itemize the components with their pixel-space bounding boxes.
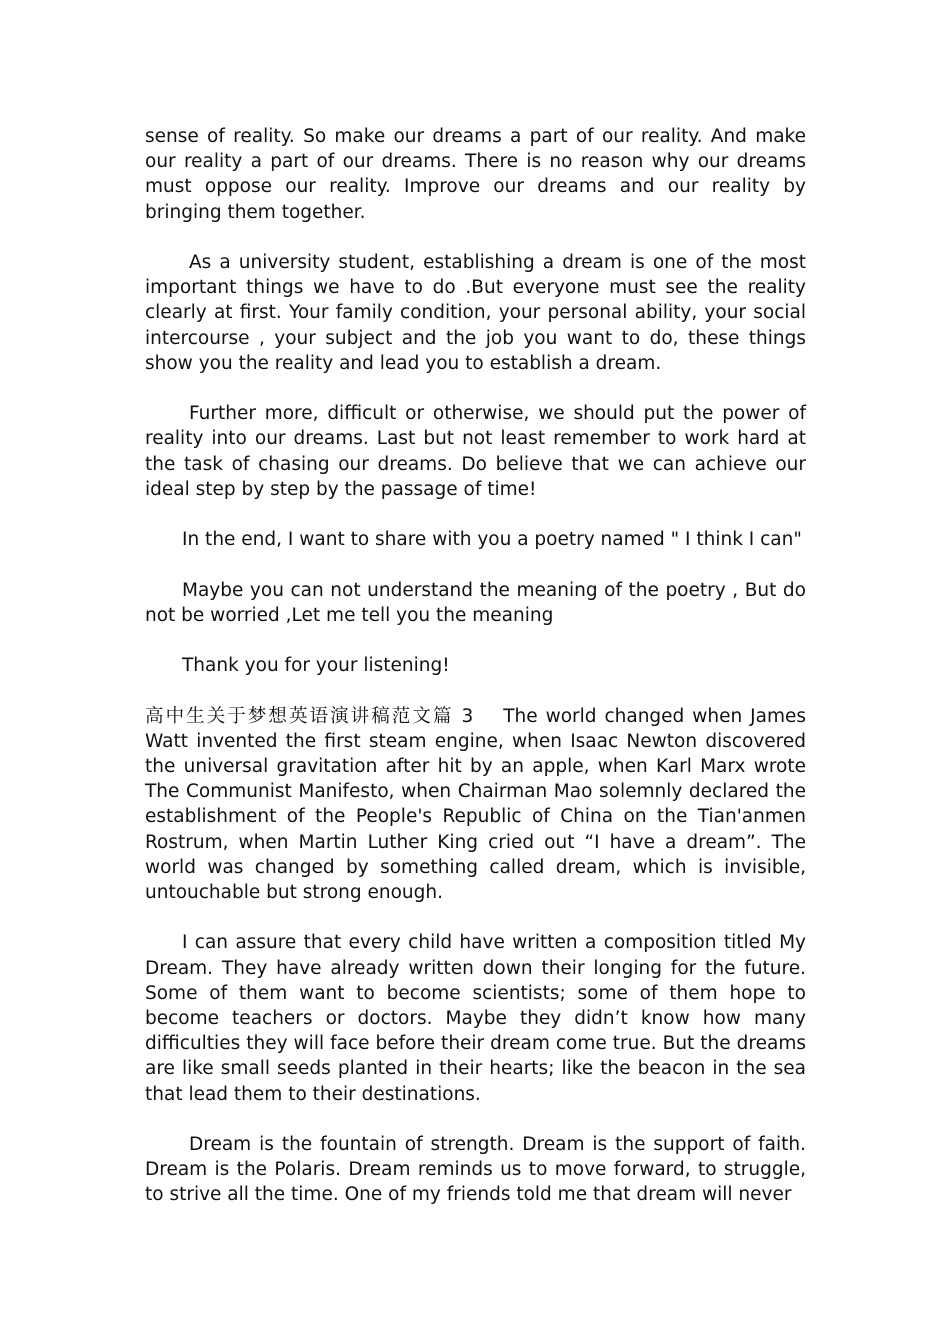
section-heading: 高中生关于梦想英语演讲稿范文篇 3	[145, 705, 474, 727]
paragraph-university-student: As a university student, establishing a dream is one of the most important things we have to do .But everyone must see the reality clearly at first. Your family condition, your personal ability, your social intercourse , your subject and the job you want to do, these things show you the reality and lead you to establish a dream.	[145, 252, 806, 374]
paragraph-poetry-intro: In the end, I want to share with you a poetry named " I think I can"	[182, 529, 802, 551]
paragraph-further-more: Further more, difficult or otherwise, we should put the power of reality into our dreams. Last but not least remember to work hard at the task of chasing our dreams. Do believe that we can achieve our ideal step by step by the passage of time!	[145, 403, 806, 500]
paragraph-every-child: I can assure that every child have written a composition titled My Dream. They have already written down their longing for the future. Some of them want to become scientists; some of them hope to become teachers or doctors. Maybe they didn’t know how many difficulties they will face before their dream come true. But the dreams are like small seeds planted in their hearts; like the beacon in the sea that lead them to their destinations.	[145, 932, 806, 1105]
paragraph-section-3	[145, 704, 806, 906]
paragraph-poetry-meaning: Maybe you can not understand the meaning of the poetry , But do not be worried ,Let me tell you the meaning	[145, 579, 806, 626]
section-3-body: The world changed when James Watt invented the first steam engine, when Isaac Newton discovered the universal gravitation after hit by an apple, when Karl Marx wrote The Communist Manifesto, when Chairman Mao solemnly declared the establishment of the People's Republic of China on the Tian'anmen Rostrum, when Martin Luther King cried out “I have a dream”. The world was changed by something called dream, which is invisible, untouchable but strong enough.	[145, 705, 806, 903]
document-page	[145, 124, 806, 1233]
paragraph-thank-you: Thank you for your listening!	[182, 655, 450, 677]
paragraph-dream-fountain: Dream is the fountain of strength. Dream is the support of faith. Dream is the Polaris. Dream reminds us to move forward, to struggle, to strive all the time. One of my friends told me that dream will never	[145, 1134, 806, 1206]
paragraph-reality-conclusion: sense of reality. So make our dreams a part of our reality. And make our reality a part of our dreams. There is no reason why our dreams must oppose our reality. Improve our dreams and our reality by bringing them together.	[145, 126, 806, 223]
